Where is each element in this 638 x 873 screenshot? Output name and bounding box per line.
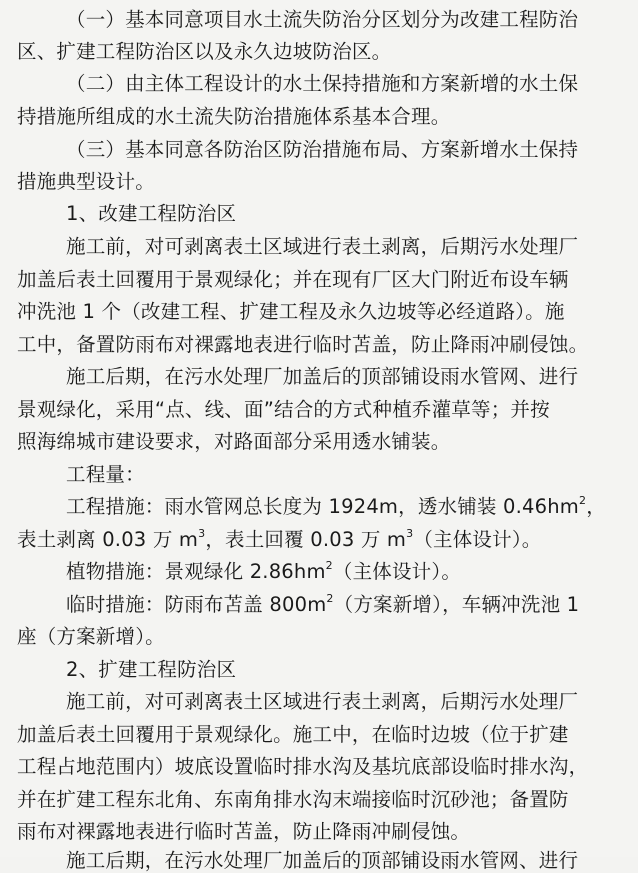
text-line: 施工后期，在污水处理厂加盖后的顶部铺设雨水管网、进行 [66, 849, 579, 872]
section-heading: 2、扩建工程防治区 [66, 658, 237, 681]
text-segment: 工程措施：雨水管网总长度为 1924m，透水铺装 0.46hm [66, 495, 579, 518]
text-line: 座（方案新增）。 [17, 625, 165, 648]
text-segment: （方案新增），车辆冲洗池 1 [333, 593, 580, 616]
text-segment: ，表土回覆 0.03 万 m [205, 528, 407, 551]
superscript: 2 [579, 494, 587, 507]
text-line: 加盖后表土回覆用于景观绿化。施工中，在临时边坡（位于扩建 [17, 723, 569, 746]
text-line: （三）基本同意各防治区防治措施布局、方案新增水土保持 [66, 138, 579, 161]
superscript: 3 [406, 527, 414, 540]
superscript: 2 [325, 559, 333, 572]
text-line: 工中，备置防雨布对裸露地表进行临时苫盖，防止降雨冲刷侵蚀。 [17, 333, 589, 356]
text-line: 雨布对裸露地表进行临时苫盖，防止降雨冲刷侵蚀。 [17, 820, 471, 843]
text-line: 并在扩建工程东北角、东南角排水沟末端接临时沉砂池；备置防 [17, 788, 569, 811]
superscript: 3 [198, 527, 206, 540]
text-line: 施工前，对可剥离表土区域进行表土剥离，后期污水处理厂 [66, 690, 579, 713]
text-segment: 植物措施：景观绿化 2.86hm [66, 560, 326, 583]
text-segment: （主体设计）。 [332, 560, 462, 583]
soil-stripping-line [17, 528, 541, 552]
text-line: 施工后期，在污水处理厂加盖后的顶部铺设雨水管网、进行 [66, 365, 579, 388]
text-line: （一）基本同意项目水土流失防治分区划分为改建工程防治 [66, 8, 579, 31]
text-line: 景观绿化，采用“点、线、面”结合的方式种植乔灌草等；并按 [17, 398, 550, 421]
text-line: 持措施所组成的水土流失防治措施体系基本合理。 [17, 105, 451, 128]
text-segment: 表土剥离 0.03 万 m [17, 528, 199, 551]
text-line: （二）由主体工程设计的水土保持措施和方案新增的水土保 [66, 72, 579, 95]
text-line: 区、扩建工程防治区以及永久边坡防治区。 [17, 40, 392, 63]
text-line: 照海绵城市建设要求，对路面部分采用透水铺装。 [17, 430, 451, 453]
text-segment: ， [586, 495, 606, 518]
plant-measures-line [66, 560, 461, 584]
text-line: 加盖后表土回覆用于景观绿化；并在现有厂区大门附近布设车辆 [17, 268, 569, 291]
text-line: 工程占地范围内）坡底设置临时排水沟及基坑底部设临时排水沟， [17, 755, 589, 778]
quantities-heading: 工程量： [66, 463, 145, 486]
superscript: 2 [326, 592, 334, 605]
text-line: 施工前，对可剥离表土区域进行表土剥离，后期污水处理厂 [66, 235, 579, 258]
text-segment: 临时措施：防雨布苫盖 800m [66, 593, 327, 616]
text-line: 冲洗池 1 个（改建工程、扩建工程及永久边坡等必经道路）。施 [17, 300, 565, 323]
section-heading: 1、改建工程防治区 [66, 202, 237, 225]
temporary-measures-line [66, 593, 579, 617]
text-line: 措施典型设计。 [17, 170, 155, 193]
engineering-measures-line [66, 495, 606, 519]
text-segment: （主体设计）。 [413, 528, 542, 551]
